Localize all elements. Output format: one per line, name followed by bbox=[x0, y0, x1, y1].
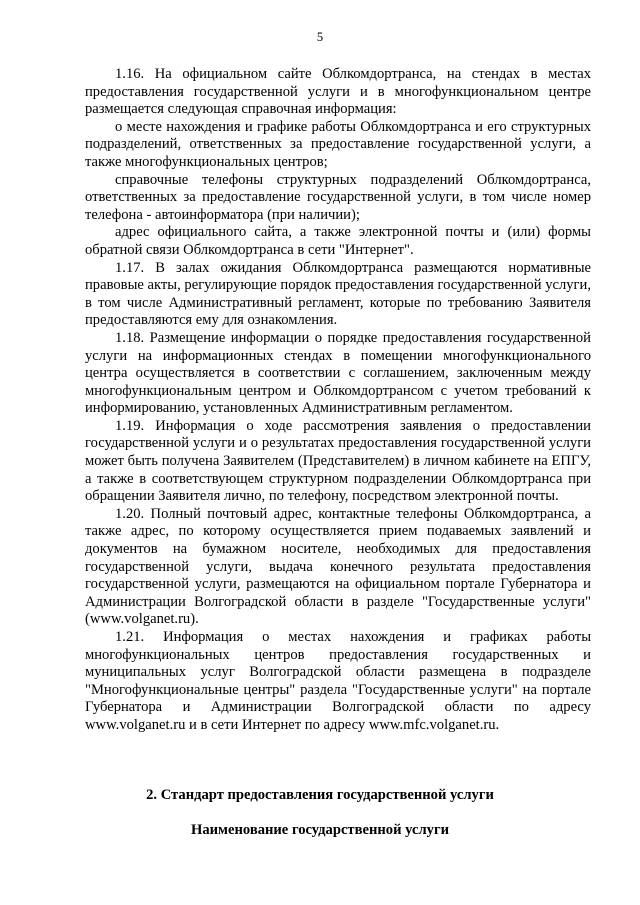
paragraph: справочные телефоны структурных подразделений Облкомдортранса, ответственных за предоставление государственной услуги, в том числе номер телефона - автоинформатора (при наличии); bbox=[85, 171, 591, 223]
paragraph: 1.20. Полный почтовый адрес, контактные телефоны Облкомдортранса, а также адрес, по которому осуществляется прием подаваемых заявлений и документов на бумажном носителе, необходимых для предоставления государственной услуги, выдача конечного результата предоставления государственной услуги, размещаются на официальном портале Губернатора и Администрации Волгоградской области в разделе "Государственные услуги" (www.volganet.ru). bbox=[85, 505, 591, 628]
subsection-heading: Наименование государственной услуги bbox=[191, 822, 449, 838]
paragraph: 1.19. Информация о ходе рассмотрения заявления о предоставлении государственной услуги и о результатах предоставления государственной услуги может быть получена Заявителем (Представителем) в личном кабинете на ЕПГУ, а также в соответствующем структурном подразделении Облкомдортранса при обращении Заявителя лично, по телефону, посредством электронной почты. bbox=[85, 417, 591, 505]
paragraph: 1.17. В залах ожидания Облкомдортранса размещаются нормативные правовые акты, регулирующие порядок предоставления государственной услуги, в том числе Административный регламент, которые по требованию Заявителя предоставляются ему для ознакомления. bbox=[85, 259, 591, 329]
paragraph: о месте нахождения и графике работы Облкомдортранса и его структурных подразделений, ответственных за предоставление государственной услуги, а также многофункциональных центров; bbox=[85, 118, 591, 170]
paragraph: 1.21. Информация о местах нахождения и графиках работы многофункциональных центров предоставления государственных и муниципальных услуг Волгоградской области размещена в подразделе "Многофункциональные центры" раздела "Государственные услуги" на портале Губернатора и Администрации Волгоградской области по адресу www.volganet.ru и в сети Интернет по адресу www.mfc.volganet.ru. bbox=[85, 629, 591, 733]
body-text bbox=[85, 66, 591, 735]
paragraph: адрес официального сайта, а также электронной почты и (или) формы обратной связи Облкомдортранса в сети "Интернет". bbox=[85, 224, 591, 258]
paragraph: 1.16. На официальном сайте Облкомдортранса, на стендах в местах предоставления государственной услуги и в многофункциональном центре размещается следующая справочная информация: bbox=[85, 66, 591, 118]
paragraph: 1.18. Размещение информации о порядке предоставления государственной услуги на информационных стендах в помещении многофункционального центра осуществляется в соответствии с соглашением, заключенным между многофункциональным центром и Облкомдортрансом с учетом требований к информированию, установленных Административным регламентом. bbox=[85, 329, 591, 417]
page-number: 5 bbox=[316, 30, 324, 44]
section-heading: 2. Стандарт предоставления государственной услуги bbox=[146, 787, 494, 803]
